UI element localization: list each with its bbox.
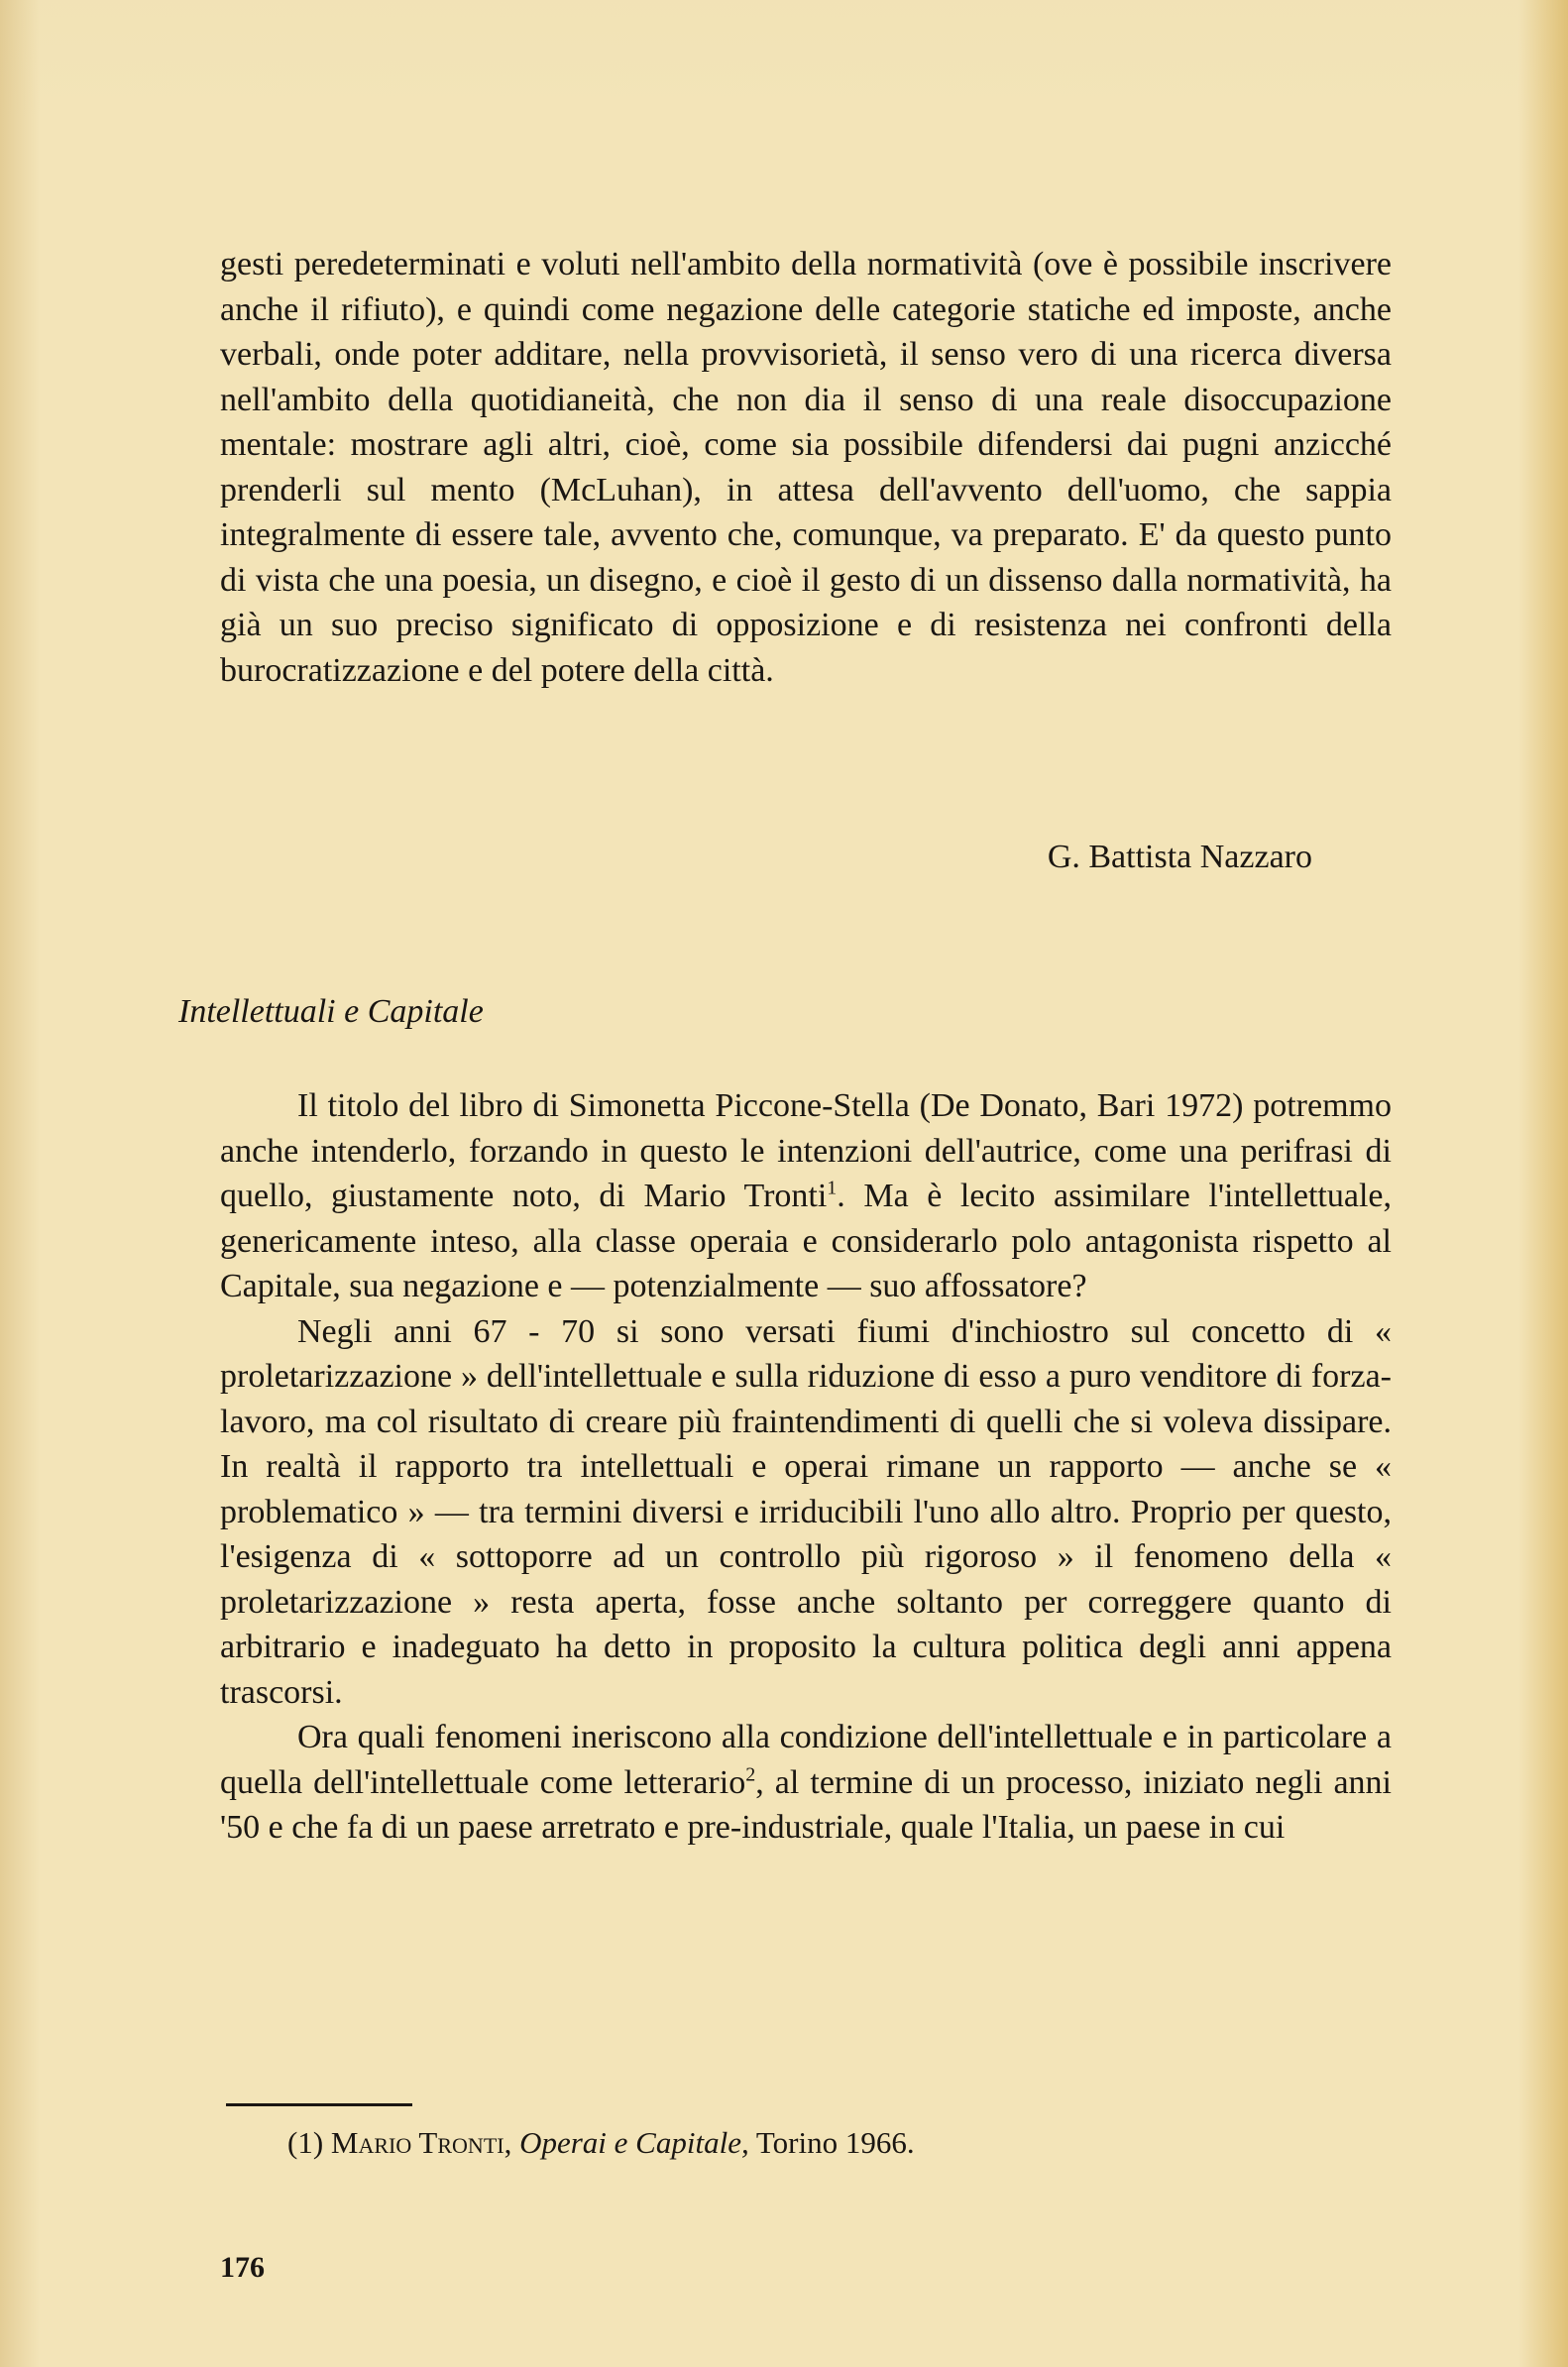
footnote-number: (1)	[287, 2125, 324, 2160]
body-text-section	[220, 1083, 1392, 1851]
footnote-title: Operai e Capitale,	[519, 2125, 749, 2160]
paragraph: Negli anni 67 - 70 si sono versati fiumi d'inchiostro sul concetto di « proletarizzazione » dell'intellettuale e sulla riduzione di esso a puro venditore di forza-lavoro, ma col risultato di creare più fraintendimenti di quelli che si voleva dissipare. In realtà il rapporto tra intellettuali e operai rimane un rapporto — anche se « problematico » — tra termini diversi e irriducibili l'uno allo altro. Proprio per questo, l'esigenza di « sottoporre ad un controllo più rigoroso » il fenomeno della « proletarizzazione » resta aperta, fosse anche soltanto per correggere quanto di arbitrario e inadeguato ha detto in proposito la cultura politica degli anni appena trascorsi.	[220, 1312, 1392, 1711]
footnote	[287, 2123, 915, 2163]
footnote-place-year: Torino 1966.	[755, 2125, 915, 2160]
paragraph	[220, 1715, 1392, 1851]
paragraph-text: . Ma è lecito assimilare l'intellettuale, genericamente inteso, alla classe operaia e considerarlo polo antagonista rispetto al Capitale, sua negazione e — potenzialmente — suo affossatore?	[220, 1178, 1392, 1304]
author-signature: G. Battista Nazzaro	[1047, 839, 1312, 875]
paragraph: gesti peredeterminati e voluti nell'ambito della normatività (ove è possibile inscrivere anche il rifiuto), e quindi come negazione delle categorie statiche ed imposte, anche verbali, onde poter additare, nella provvisorietà, il senso vero di una ricerca diversa nell'ambito della quotidianeità, che non dia il senso di una reale disoccupazione mentale: mostrare agli altri, cioè, come sia possibile difendersi dai pugni anzicché prenderli sul mento (McLuhan), in attesa dell'avvento dell'uomo, che sappia integralmente di essere tale, avvento che, comunque, va preparato. E' da questo punto di vista che una poesia, un disegno, e cioè il gesto di un dissenso dalla normatività, ha già un suo preciso significato di opposizione e di resistenza nei confronti della burocratizzazione e del potere della città.	[220, 246, 1392, 689]
paragraph-text: Il titolo del libro di Simonetta Piccone-Stella (De Donato, Bari 1972) potremmo anche intenderlo, forzando in questo le intenzioni dell'autrice, come una perifrasi di quello, giustamente noto, di Mario Tronti	[220, 1087, 1392, 1214]
footnote-divider	[226, 2103, 412, 2106]
body-text-top	[220, 242, 1392, 693]
footnote-author: Mario Tronti,	[330, 2125, 512, 2160]
section-heading: Intellettuali e Capitale	[178, 993, 484, 1030]
paragraph-text: Ora quali fenomeni ineriscono alla condizione dell'intellettuale e in particolare a quella dell'intellettuale come letterario	[220, 1719, 1392, 1801]
paragraph	[220, 1083, 1392, 1309]
footnote-marker: 1	[827, 1177, 838, 1199]
page-number: 176	[220, 2251, 265, 2284]
paragraph-text: , al termine di un processo, iniziato negli anni '50 e che fa di un paese arretrato e pre-industriale, quale l'Italia, un paese in cui	[220, 1763, 1392, 1846]
footnote-marker: 2	[745, 1763, 756, 1786]
